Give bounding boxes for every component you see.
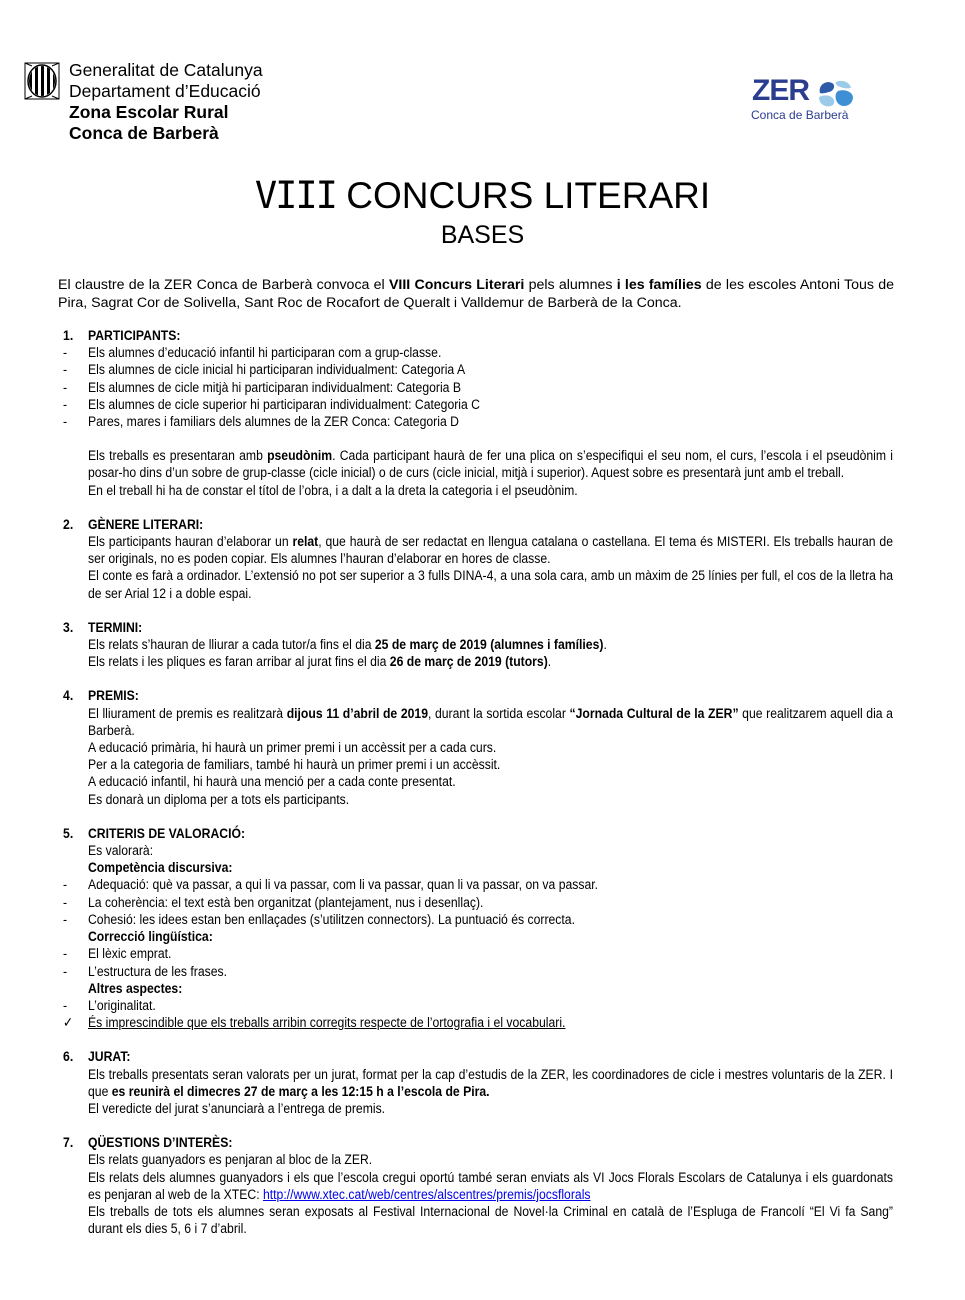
paragraph: Es valorarà: <box>88 843 154 860</box>
participants-list <box>63 345 893 431</box>
zer-logo-word: ZER <box>752 74 809 107</box>
title-text: CONCURS LITERARI <box>335 175 711 216</box>
dash-bullet: - <box>63 963 68 980</box>
section-title: PREMIS: <box>88 688 139 705</box>
list-item <box>63 998 893 1015</box>
section-title: QÜESTIONS D’INTERÈS: <box>88 1135 233 1152</box>
document-title <box>0 174 965 218</box>
list-item-text: El lèxic emprat. <box>88 946 172 963</box>
paragraph <box>88 448 893 482</box>
document-subtitle: BASES <box>440 221 525 249</box>
department-name: Departament d’Educació <box>69 81 261 101</box>
dash-bullet: - <box>63 362 68 379</box>
list-item-text: Els alumnes de cicle mitjà hi participaran individualment: Categoria B <box>88 379 461 396</box>
section-number: 1. <box>63 328 74 344</box>
criteria-list <box>63 997 893 1032</box>
list-item <box>63 877 893 894</box>
paragraph: A educació infantil, hi haurà una menció per a cada conte presentat. <box>88 774 456 791</box>
section-title: JURAT: <box>88 1049 131 1066</box>
text: Els participants hauran d’elaborar un <box>88 534 293 551</box>
section-heading-genre <box>63 517 893 534</box>
paragraph <box>88 534 893 568</box>
list-item <box>63 895 893 912</box>
list-item-text: L’originalitat. <box>88 997 156 1014</box>
section-number: 6. <box>63 1049 74 1066</box>
section-heading-jury <box>63 1049 893 1066</box>
zer-logo-subtitle: Conca de Barberà <box>751 108 849 122</box>
section-heading-questions <box>63 1135 893 1152</box>
list-item-text: Els alumnes de cicle inicial hi participaran individualment: Categoria A <box>88 362 466 379</box>
organization-block <box>69 60 263 144</box>
zone-name: Zona Escolar Rural <box>69 102 229 122</box>
bold-text: 26 de març de 2019 (tutors) <box>389 654 548 671</box>
dash-bullet: - <box>63 414 68 431</box>
zone-region: Conca de Barberà <box>69 123 219 143</box>
list-item-text: Els alumnes de cicle superior hi participaran individualment: Categoria C <box>88 396 480 413</box>
subheading: Correcció lingüística: <box>88 929 213 946</box>
paragraph <box>88 1170 893 1204</box>
dash-bullet: - <box>63 894 68 911</box>
intro-text: pels alumnes <box>524 277 617 293</box>
text: Els treballs es presentaran amb <box>88 448 268 465</box>
paragraph <box>88 637 893 654</box>
text: Els relats dels alumnes guanyadors i els que l’escola cregui oportú també seran enviats als VI Jocs Florals Escolars de Catalunya i els guardonats es penjaran al web de la XTEC: <box>88 1169 893 1203</box>
catalan-government-seal-icon <box>24 62 60 100</box>
list-item-text: És imprescindible que els treballs arribin corregits respecte de l’ortografia i el vocabulari. <box>88 1015 566 1032</box>
intro-bold-families: i les famílies <box>616 277 702 293</box>
list-item <box>63 380 893 397</box>
bold-text: es reunirà el dimecres 27 de març a les 12:15 h a l’escola de Pira. <box>111 1083 490 1100</box>
sections <box>63 328 893 1238</box>
text: . Cada participant haurà de fer una plica on s’especifiqui el seu nom, el curs, l’escola i el pseudònim i posar-ho dins d’un sobre de grup-classe (cicle inicial) o de curs (cicle inicial, mitjà i superior). Aquest sobre es presentarà junt amb el treball. <box>88 448 893 482</box>
intro-bold-contest: VIII Concurs Literari <box>388 277 525 293</box>
bold-text: 25 de març de 2019 (alumnes i famílies) <box>374 637 604 654</box>
dash-bullet: - <box>63 396 68 413</box>
list-item <box>63 912 893 929</box>
bold-text: dijous 11 d’abril de 2019 <box>286 705 428 722</box>
list-item-text: La coherència: el text està ben organitzat (plantejament, nus i desenllaç). <box>88 894 484 911</box>
text: Els treballs presentats seran valorats per un jurat, format per la cap d’estudis de la ZER, les coordinadores de cicle i mestres voluntaris de la ZER. I que <box>88 1066 893 1100</box>
paragraph <box>88 1067 893 1101</box>
dash-bullet: - <box>63 997 68 1014</box>
dash-bullet: - <box>63 345 68 362</box>
list-item-text: Pares, mares i familiars dels alumnes de la ZER Conca: Categoria D <box>88 414 459 431</box>
paragraph <box>88 706 893 740</box>
text: , que haurà de ser redactat en llengua catalana o castellana. El tema és MISTERI. Els treballs hauran de ser originals, no es poden copiar. Els alumnes l’hauran d’elaborar en hores de classe. <box>88 534 893 568</box>
xtec-link[interactable]: http://www.xtec.cat/web/centres/alscentres/premis/jocsflorals <box>262 1186 591 1203</box>
section-heading-participants <box>63 328 893 345</box>
paragraph: En el treball hi ha de constar el títol de l’obra, i a dalt a la dreta la categoria i el pseudònim. <box>88 482 578 499</box>
criteria-list <box>63 946 893 980</box>
section-heading-prizes <box>63 688 893 705</box>
paragraph: Es donarà un diploma per a tots els participants. <box>88 791 350 808</box>
section-number: 2. <box>63 516 74 533</box>
section-heading-criteria <box>63 826 893 843</box>
section-number: 3. <box>63 619 74 636</box>
list-item-text: Cohesió: les idees estan ben enllaçades (s’utilitzen connectors). La puntuació és correcta. <box>88 911 575 928</box>
list-item <box>63 414 893 431</box>
bold-text: “Jornada Cultural de la ZER” <box>569 705 739 722</box>
title-roman-numeral: VIII <box>254 174 336 217</box>
section-title: PARTICIPANTS: <box>88 328 181 344</box>
paragraph: Per a la categoria de familiars, també hi haurà un primer premi i un accèssit. <box>88 757 501 774</box>
text: que realitzarem aquell dia a Barberà. <box>88 705 893 739</box>
list-item-text: Adequació: què va passar, a qui li va passar, com li va passar, quan li va passar, on va passar. <box>88 877 599 894</box>
criteria-list <box>63 877 893 929</box>
list-item-text: L’estructura de les frases. <box>88 963 228 980</box>
section-number: 4. <box>63 688 74 705</box>
subheading: Altres aspectes: <box>88 980 183 997</box>
text: Els relats s’hauran de lliurar a cada tutor/a fins el dia <box>88 637 375 654</box>
list-item <box>63 946 893 963</box>
intro-text: de les escoles Antoni Tous de Pira, Sagrat Cor de Solivella, Sant Roc de Rocafort de Queralt i Valldemur de Barberà de la Conca. <box>58 277 895 311</box>
dash-bullet: - <box>63 911 68 928</box>
zer-drops-icon <box>816 79 854 109</box>
paragraph: El conte es farà a ordinador. L’extensió no pot ser superior a 3 fulls DINA-4, a una sola cara, amb un màxim de 25 línies per full, el cos de la lletra ha de ser Arial 12 i a doble espai. <box>88 568 893 602</box>
list-item <box>63 362 893 379</box>
org-name: Generalitat de Catalunya <box>69 60 263 80</box>
section-number: 5. <box>63 825 74 842</box>
paragraph: A educació primària, hi haurà un primer premi i un accèssit per a cada curs. <box>88 740 497 757</box>
list-item-checked <box>63 1015 893 1032</box>
text: , durant la sortida escolar <box>427 705 570 722</box>
list-item <box>63 964 893 981</box>
paragraph: Els relats guanyadors es penjaran al bloc de la ZER. <box>88 1152 373 1169</box>
section-title: CRITERIS DE VALORACIÓ: <box>88 825 246 842</box>
text: . <box>547 654 552 671</box>
dash-bullet: - <box>63 877 68 894</box>
intro-text: El claustre de la ZER Conca de Barberà convoca el <box>58 277 389 293</box>
bold-text: relat <box>292 534 319 551</box>
subheading: Competència discursiva: <box>88 860 233 877</box>
bold-text: pseudònim <box>267 448 333 465</box>
text: . <box>603 637 607 654</box>
section-title: GÈNERE LITERARI: <box>88 516 204 533</box>
list-item <box>63 345 893 362</box>
section-number: 7. <box>63 1135 74 1152</box>
intro-paragraph <box>58 276 894 312</box>
text: El lliurament de premis es realitzarà <box>88 705 287 722</box>
dash-bullet: - <box>63 946 68 963</box>
list-item <box>63 397 893 414</box>
paragraph: Els treballs de tots els alumnes seran exposats al Festival Internacional de Novel·la Criminal en català de l’Espluga de Francolí “El Vi fa Sang” durant els dies 5, 6 i 7 d’abril. <box>88 1203 893 1238</box>
list-item-text: Els alumnes d’educació infantil hi participaran com a grup-classe. <box>88 345 442 362</box>
text: Els relats i les pliques es faran arribar al jurat fins el dia <box>88 654 390 671</box>
section-title: TERMINI: <box>88 619 143 636</box>
check-icon: ✓ <box>63 1015 74 1032</box>
paragraph <box>88 654 893 671</box>
section-heading-deadline <box>63 620 893 637</box>
paragraph: El veredicte del jurat s’anunciarà a l’entrega de premis. <box>88 1100 386 1117</box>
dash-bullet: - <box>63 379 68 396</box>
